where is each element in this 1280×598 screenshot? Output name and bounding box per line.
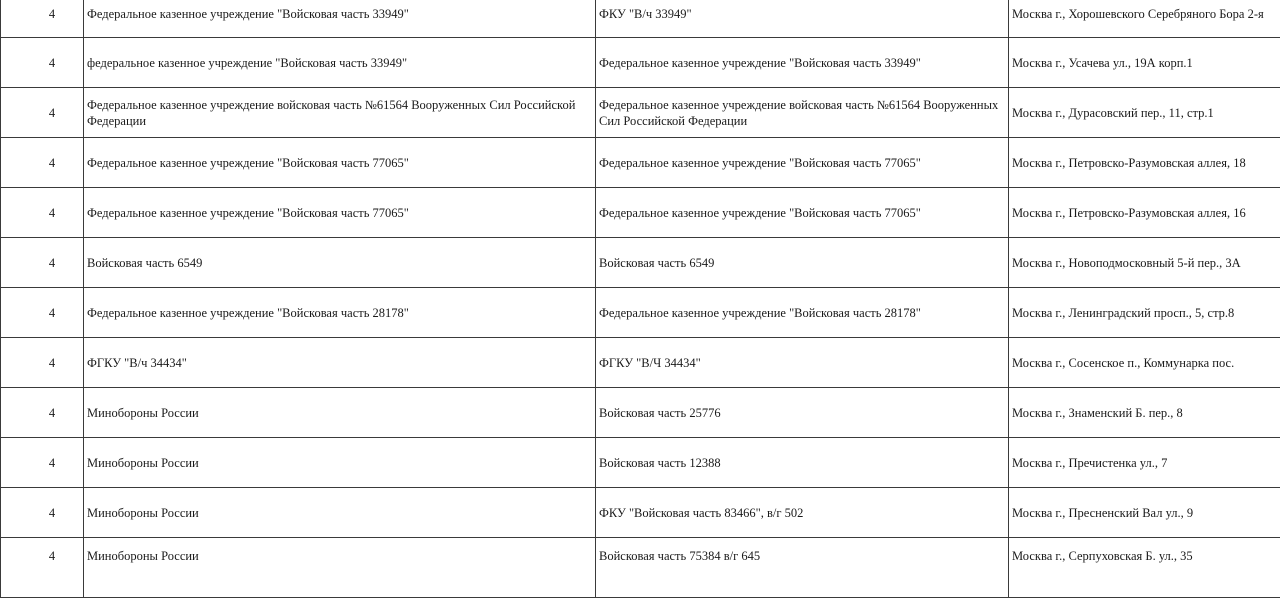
category-cell: 4 (1, 288, 84, 338)
table-row (1, 438, 1280, 488)
organization-cell: Минобороны России (84, 388, 596, 438)
table-row (1, 338, 1280, 388)
address-cell: Москва г., Ленинградский просп., 5, стр.8 (1009, 288, 1280, 338)
table-row (1, 38, 1280, 88)
name-cell: Федеральное казенное учреждение войсковая часть №61564 Вооруженных Сил Российской Федерации (596, 88, 1009, 138)
category-cell: 4 (1, 338, 84, 388)
table-row (1, 188, 1280, 238)
address-cell: Москва г., Новоподмосковный 5-й пер., 3А (1009, 238, 1280, 288)
category-cell: 4 (1, 0, 84, 38)
address-cell: Москва г., Пресненский Вал ул., 9 (1009, 488, 1280, 538)
name-cell: ФКУ "В/ч 33949" (596, 0, 1009, 38)
table-row (1, 488, 1280, 538)
name-cell: Войсковая часть 25776 (596, 388, 1009, 438)
category-cell: 4 (1, 488, 84, 538)
organization-cell: Федеральное казенное учреждение "Войсковая часть 28178" (84, 288, 596, 338)
name-cell: ФГКУ "В/Ч 34434" (596, 338, 1009, 388)
category-cell: 4 (1, 538, 84, 598)
table-row (1, 138, 1280, 188)
organization-cell: Минобороны России (84, 488, 596, 538)
organization-cell: ФГКУ "В/ч 34434" (84, 338, 596, 388)
category-cell: 4 (1, 88, 84, 138)
address-cell: Москва г., Пречистенка ул., 7 (1009, 438, 1280, 488)
table-row (1, 288, 1280, 338)
name-cell: ФКУ "Войсковая часть 83466", в/г 502 (596, 488, 1009, 538)
organization-cell: Минобороны России (84, 538, 596, 598)
category-cell: 4 (1, 138, 84, 188)
table-row (1, 388, 1280, 438)
name-cell: Федеральное казенное учреждение "Войсковая часть 28178" (596, 288, 1009, 338)
table-row (1, 238, 1280, 288)
address-cell: Москва г., Хорошевского Серебряного Бора 2-я (1009, 0, 1280, 38)
table-row (1, 0, 1280, 38)
address-cell: Москва г., Усачева ул., 19А корп.1 (1009, 38, 1280, 88)
name-cell: Войсковая часть 75384 в/г 645 (596, 538, 1009, 598)
category-cell: 4 (1, 238, 84, 288)
category-cell: 4 (1, 388, 84, 438)
organization-cell: Минобороны России (84, 438, 596, 488)
organization-cell: Федеральное казенное учреждение войсковая часть №61564 Вооруженных Сил Российской Федерации (84, 88, 596, 138)
address-cell: Москва г., Сосенское п., Коммунарка пос. (1009, 338, 1280, 388)
name-cell: Войсковая часть 12388 (596, 438, 1009, 488)
address-cell: Москва г., Дурасовский пер., 11, стр.1 (1009, 88, 1280, 138)
category-cell: 4 (1, 38, 84, 88)
category-cell: 4 (1, 188, 84, 238)
category-cell: 4 (1, 438, 84, 488)
name-cell: Войсковая часть 6549 (596, 238, 1009, 288)
name-cell: Федеральное казенное учреждение "Войсковая часть 77065" (596, 188, 1009, 238)
address-cell: Москва г., Серпуховская Б. ул., 35 (1009, 538, 1280, 598)
organization-cell: Федеральное казенное учреждение "Войсковая часть 77065" (84, 188, 596, 238)
address-cell: Москва г., Знаменский Б. пер., 8 (1009, 388, 1280, 438)
organization-cell: Войсковая часть 6549 (84, 238, 596, 288)
address-cell: Москва г., Петровско-Разумовская аллея, 16 (1009, 188, 1280, 238)
organization-cell: федеральное казенное учреждение "Войсковая часть 33949" (84, 38, 596, 88)
organization-cell: Федеральное казенное учреждение "Войсковая часть 33949" (84, 0, 596, 38)
organization-cell: Федеральное казенное учреждение "Войсковая часть 77065" (84, 138, 596, 188)
table-row (1, 88, 1280, 138)
table-row (1, 538, 1280, 598)
name-cell: Федеральное казенное учреждение "Войсковая часть 77065" (596, 138, 1009, 188)
address-cell: Москва г., Петровско-Разумовская аллея, 18 (1009, 138, 1280, 188)
name-cell: Федеральное казенное учреждение "Войсковая часть 33949" (596, 38, 1009, 88)
